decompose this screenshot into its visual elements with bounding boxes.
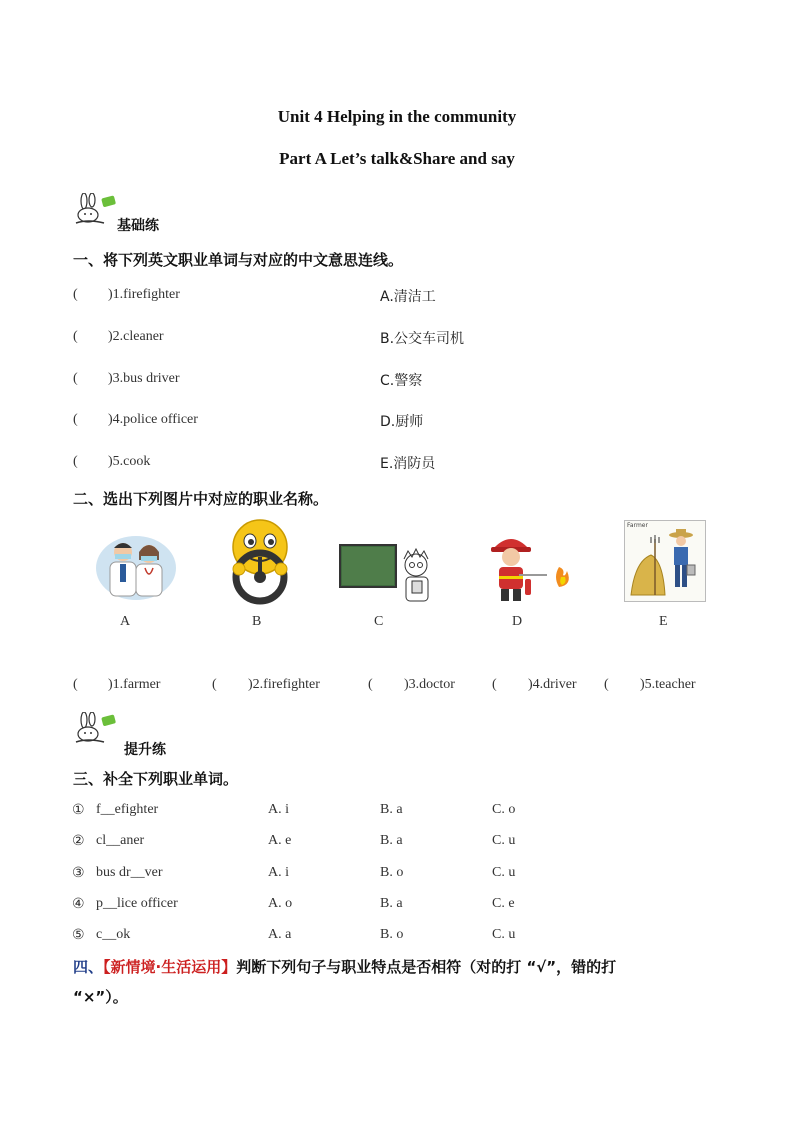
picture-label-b: B — [252, 614, 262, 629]
q3-opt-a-5: A. a — [268, 927, 292, 942]
q3-opt-a-2: A. e — [268, 833, 292, 848]
q3-word-4: p__lice officer — [96, 896, 178, 911]
paren: ( — [73, 677, 78, 692]
doctors-image — [95, 530, 177, 602]
q3-opt-c-4: C. e — [492, 896, 515, 911]
q1-option-4: D.厨师 — [380, 414, 424, 430]
q1-option-3: C.警察 — [380, 373, 423, 389]
q3-opt-b-3: B. o — [380, 865, 404, 880]
q3-word-5: c__ok — [96, 927, 131, 942]
paren: ( — [73, 412, 78, 427]
paren: ( — [73, 329, 78, 344]
level-basic: 基础练 — [117, 218, 159, 234]
q3-opt-b-1: B. a — [380, 802, 403, 817]
q1-item-4: )4.police officer — [108, 412, 198, 427]
q3-word-2: cl__aner — [96, 833, 145, 848]
page-title: Unit 4 Helping in the community — [277, 107, 517, 126]
paren: ( — [604, 677, 609, 692]
q3-opt-c-3: C. u — [492, 865, 516, 880]
q2-answer-5: )5.teacher — [640, 677, 696, 692]
picture-label-a: A — [120, 614, 131, 629]
q4-heading-cont: “×”）。 — [73, 988, 128, 1006]
q4-heading — [73, 956, 753, 977]
driver-emoji-image — [224, 517, 296, 605]
paren: ( — [73, 454, 78, 469]
paren: ( — [73, 371, 78, 386]
q3-word-3: bus dr__ver — [96, 865, 163, 880]
q2-answer-3: )3.doctor — [404, 677, 455, 692]
firefighter-image — [487, 527, 575, 603]
page-subtitle: Part A Let’s talk&Share and say — [279, 149, 515, 168]
q4-tag: 【新情境·生活运用】 — [103, 958, 237, 976]
q3-num-4: ④ — [72, 897, 85, 912]
q3-opt-b-4: B. a — [380, 896, 403, 911]
q3-num-2: ② — [72, 834, 85, 849]
q3-num-1: ① — [72, 803, 85, 818]
picture-label-e: E — [659, 614, 668, 629]
paren: ( — [368, 677, 373, 692]
q3-opt-b-2: B. a — [380, 833, 403, 848]
q4-prefix: 四、 — [73, 958, 104, 976]
q3-num-5: ⑤ — [72, 928, 85, 943]
q3-opt-a-3: A. i — [268, 865, 289, 880]
picture-label-c: C — [374, 614, 384, 629]
bunny-icon — [74, 712, 118, 744]
q3-num-3: ③ — [72, 866, 85, 881]
q3-opt-c-5: C. u — [492, 927, 516, 942]
picture-label-d: D — [512, 614, 523, 629]
q3-heading: 三、补全下列职业单词。 — [73, 770, 239, 788]
q1-item-1: )1.firefighter — [108, 287, 180, 302]
q3-word-1: f__efighter — [96, 802, 159, 817]
level-advanced: 提升练 — [124, 742, 166, 758]
farmer-caption: Farmer — [627, 522, 648, 529]
bunny-icon — [74, 193, 118, 225]
q3-opt-c-1: C. o — [492, 802, 516, 817]
q2-heading: 二、选出下列图片中对应的职业名称。 — [73, 490, 329, 508]
q1-option-5: E.消防员 — [380, 456, 436, 472]
teacher-image — [338, 541, 442, 603]
q3-opt-a-4: A. o — [268, 896, 293, 911]
q2-answer-2: )2.firefighter — [248, 677, 320, 692]
q1-item-5: )5.cook — [108, 454, 151, 469]
q3-opt-b-5: B. o — [380, 927, 404, 942]
paren: ( — [73, 287, 78, 302]
q1-item-2: )2.cleaner — [108, 329, 164, 344]
farmer-image — [624, 520, 706, 602]
q2-answer-1: )1.farmer — [108, 677, 161, 692]
q4-text: 判断下列句子与职业特点是否相符（对的打 “√”，错的打 — [236, 958, 617, 976]
q2-answer-4: )4.driver — [528, 677, 577, 692]
q3-opt-a-1: A. i — [268, 802, 289, 817]
q1-item-3: )3.bus driver — [108, 371, 180, 386]
q1-option-1: A.清洁工 — [380, 289, 436, 305]
q3-opt-c-2: C. u — [492, 833, 516, 848]
q1-option-2: B.公交车司机 — [380, 331, 465, 347]
q1-heading: 一、将下列英文职业单词与对应的中文意思连线。 — [73, 251, 404, 269]
paren: ( — [212, 677, 217, 692]
paren: ( — [492, 677, 497, 692]
